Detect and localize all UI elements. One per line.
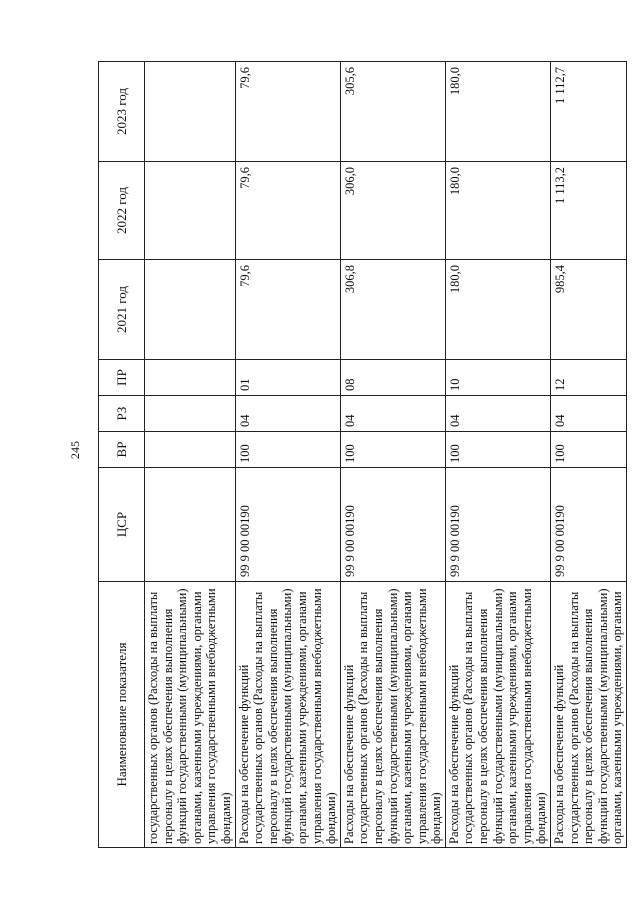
cell-2022 bbox=[145, 162, 236, 260]
cell-csr: 99 9 00 00190 bbox=[235, 468, 340, 582]
table-row bbox=[235, 62, 340, 848]
cell-rz: 04 bbox=[235, 396, 340, 432]
header-2023: 2023 год bbox=[99, 62, 145, 162]
header-rz: РЗ bbox=[99, 396, 145, 432]
cell-rz: 04 bbox=[551, 396, 627, 432]
cell-pr bbox=[145, 360, 236, 396]
cell-rz bbox=[145, 396, 236, 432]
cell-2022: 1 113,2 bbox=[551, 162, 627, 260]
budget-table bbox=[98, 61, 627, 848]
cell-pr: 01 bbox=[235, 360, 340, 396]
table-row bbox=[551, 62, 627, 848]
cell-2023: 79,6 bbox=[235, 62, 340, 162]
cell-2021: 79,6 bbox=[235, 260, 340, 360]
cell-2023: 180,0 bbox=[445, 62, 550, 162]
header-2022: 2022 год bbox=[99, 162, 145, 260]
cell-2022: 79,6 bbox=[235, 162, 340, 260]
cell-csr: 99 9 00 00190 bbox=[340, 468, 445, 582]
table-row bbox=[340, 62, 445, 848]
cell-vr: 100 bbox=[551, 432, 627, 468]
cell-2021: 180,0 bbox=[445, 260, 550, 360]
cell-2023: 305,6 bbox=[340, 62, 445, 162]
cell-2021: 985,4 bbox=[551, 260, 627, 360]
cell-pr: 10 bbox=[445, 360, 550, 396]
cell-name: Расходы на обеспечение функций государственных органов (Расходы на выплаты персоналу в целях обеспечения выполнения функций государственными (муниципальными) органами, казенными учреждениями, органами управления государственными внебюджетными фондами) bbox=[340, 582, 445, 848]
cell-rz: 04 bbox=[445, 396, 550, 432]
cell-vr: 100 bbox=[235, 432, 340, 468]
rotated-table-container bbox=[98, 62, 625, 848]
cell-2023 bbox=[145, 62, 236, 162]
cell-pr: 12 bbox=[551, 360, 627, 396]
cell-vr bbox=[145, 432, 236, 468]
cell-name: государственных органов (Расходы на выплаты персоналу в целях обеспечения выполнения функций государственными (муниципальными) органами, казенными учреждениями, органами управления государственными внебюджетными фондами) bbox=[145, 582, 236, 848]
cell-vr: 100 bbox=[445, 432, 550, 468]
cell-csr: 99 9 00 00190 bbox=[551, 468, 627, 582]
table-row bbox=[145, 62, 236, 848]
header-name: Наименование показателя bbox=[99, 582, 145, 848]
cell-rz: 04 bbox=[340, 396, 445, 432]
header-2021: 2021 год bbox=[99, 260, 145, 360]
cell-2021: 306,8 bbox=[340, 260, 445, 360]
table-row bbox=[445, 62, 550, 848]
cell-vr: 100 bbox=[340, 432, 445, 468]
cell-csr: 99 9 00 00190 bbox=[445, 468, 550, 582]
cell-name: Расходы на обеспечение функций государственных органов (Расходы на выплаты персоналу в целях обеспечения выполнения функций государственными (муниципальными) органами, казенными учреждениями, органами управления государственными внебюджетными фондами) bbox=[445, 582, 550, 848]
cell-2022: 180,0 bbox=[445, 162, 550, 260]
header-csr: ЦСР bbox=[99, 468, 145, 582]
cell-2023: 1 112,7 bbox=[551, 62, 627, 162]
header-vr: ВР bbox=[99, 432, 145, 468]
cell-2021 bbox=[145, 260, 236, 360]
header-row bbox=[99, 62, 145, 848]
cell-csr bbox=[145, 468, 236, 582]
page-number: 245 bbox=[68, 441, 82, 459]
cell-name: Расходы на обеспечение функций государственных органов (Расходы на выплаты персоналу в целях обеспечения выполнения функций государственными (муниципальными) органами, казенными учреждениями, органами bbox=[551, 582, 627, 848]
header-pr: ПР bbox=[99, 360, 145, 396]
cell-name: Расходы на обеспечение функций государственных органов (Расходы на выплаты персоналу в целях обеспечения выполнения функций государственными (муниципальными) органами, казенными учреждениями, органами управления государственными внебюджетными фондами) bbox=[235, 582, 340, 848]
cell-pr: 08 bbox=[340, 360, 445, 396]
cell-2022: 306,0 bbox=[340, 162, 445, 260]
